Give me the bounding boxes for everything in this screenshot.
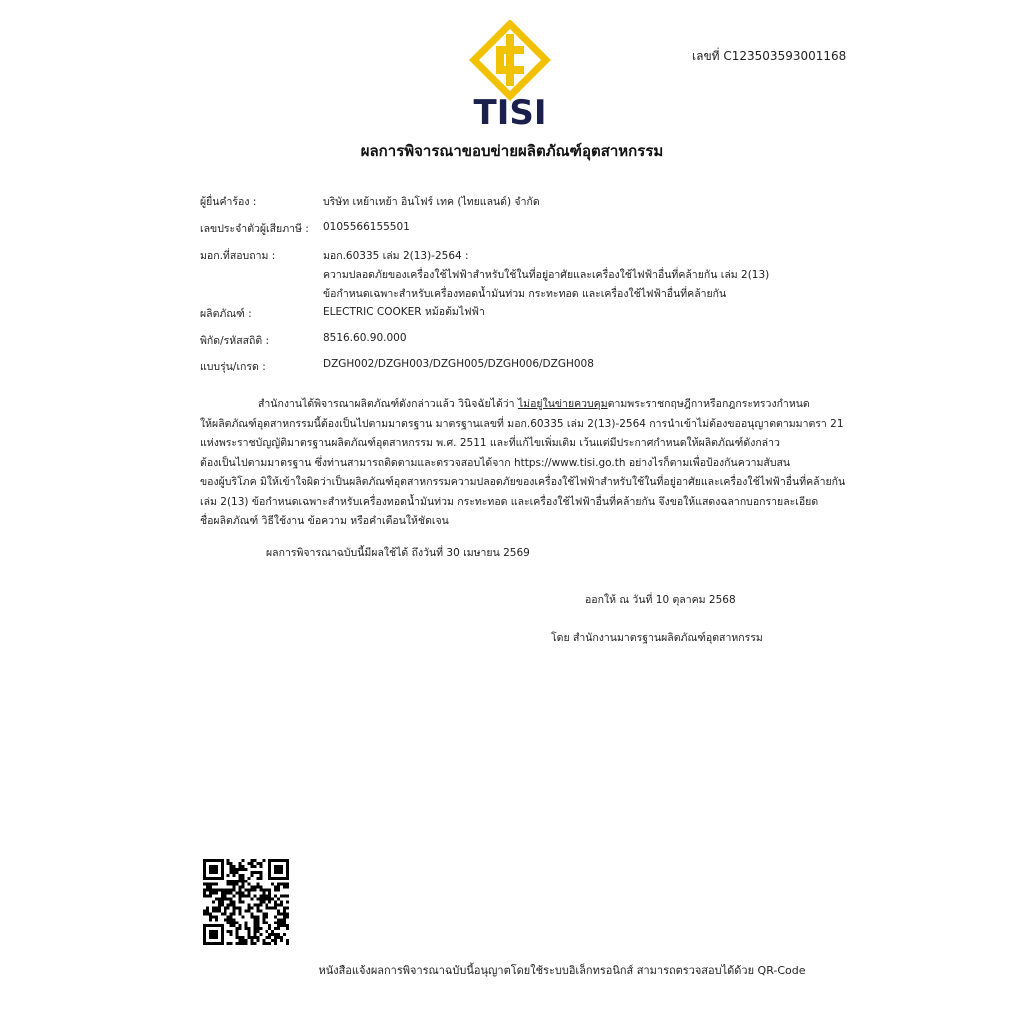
footer-note: หนังสือแจ้งผลการพิจารณาฉบับนี้อนุญาตโดยใช้ระบบอิเล็กทรอนิกส์ สามารถตรวจสอบได้ด้วย QR-Code — [318, 964, 806, 977]
product-label: ผลิตภัณฑ์ : — [200, 308, 252, 320]
validity-text: ผลการพิจารณาฉบับนี้มีผลใช้ได้ ถึงวันที่ 30 เมษายน 2569 — [266, 547, 530, 559]
body-line-1-pre: สำนักงานได้พิจารณาผลิตภัณฑ์ดังกล่าวแล้ว วินิจฉัยได้ว่า — [258, 398, 518, 410]
qr-code[interactable] — [203, 859, 289, 945]
body-line-7: ชื่อผลิตภัณฑ์ วิธีใช้งาน ข้อความ หรือคำเตือนให้ชัดเจน — [200, 515, 449, 527]
model-value: DZGH002/DZGH003/DZGH005/DZGH006/DZGH008 — [323, 358, 594, 370]
issue-date-text: ออกให้ ณ วันที่ 10 ตุลาคม 2568 — [585, 594, 736, 606]
hs-code-value: 8516.60.90.000 — [323, 332, 407, 344]
page-title: ผลการพิจารณาขอบข่ายผลิตภัณฑ์อุตสาหกรรม — [360, 142, 664, 160]
body-line-1 — [258, 399, 810, 410]
standard-value: มอก.60335 เล่ม 2(13)-2564 : — [323, 250, 469, 262]
hs-code-label: พิกัด/รหัสสถิติ : — [200, 335, 270, 347]
qr-code-icon — [203, 859, 289, 945]
body-line-6: เล่ม 2(13) ข้อกำหนดเฉพาะสำหรับเครื่องทอดน้ำมันท่วม กระทะทอด และเครื่องใช้ไฟฟ้าอื่นที่คล้ายกัน จึงขอให้แสดงฉลากบอกรายละเอียด — [200, 496, 819, 508]
applicant-value: บริษัท เหย้าเหย้า อินโฟร์ เทค (ไทยแลนด์) จำกัด — [323, 196, 540, 208]
document-number: เลขที่ C123503593001168 — [692, 49, 847, 63]
tax-id-label: เลขประจำตัวผู้เสียภาษี : — [200, 223, 309, 235]
not-controlled-phrase: ไม่อยู่ในข่ายควบคุม — [517, 398, 608, 410]
issuer-text: โดย สำนักงานมาตรฐานผลิตภัณฑ์อุตสาหกรรม — [551, 632, 763, 644]
body-line-3: แห่งพระราชบัญญัติมาตรฐานผลิตภัณฑ์อุตสาหกรรม พ.ศ. 2511 และที่แก้ไขเพิ่มเติม เว้นแต่มีประกาศกำหนดให้ผลิตภัณฑ์ดังกล่าว — [200, 437, 780, 449]
standard-label: มอก.ที่สอบถาม : — [200, 250, 276, 262]
model-label: แบบรุ่น/เกรด : — [200, 361, 266, 373]
logo-text: TISI — [473, 93, 547, 130]
body-line-5: ของผู้บริโภค มิให้เข้าใจผิดว่าเป็นผลิตภัณฑ์อุตสาหกรรมความปลอดภัยของเครื่องใช้ไฟฟ้าสำหรับใช้ในที่อยู่อาศัยและเครื่องใช้ไฟฟ้าอื่นที่คล้ายกัน — [200, 476, 846, 488]
standard-value-line2: ความปลอดภัยของเครื่องใช้ไฟฟ้าสำหรับใช้ในที่อยู่อาศัยและเครื่องใช้ไฟฟ้าอื่นที่คล้ายกัน เล่ม 2(13) — [323, 269, 770, 281]
applicant-label: ผู้ยื่นคำร้อง : — [200, 196, 257, 208]
tisi-logo — [466, 20, 554, 130]
body-line-1-post: ตามพระราชกฤษฎีกาหรือกฎกระทรวงกำหนด — [607, 398, 810, 410]
body-line-2: ให้ผลิตภัณฑ์อุตสาหกรรมนี้ต้องเป็นไปตามมาตรฐาน มาตรฐานเลขที่ มอก.60335 เล่ม 2(13)-2564 การนำเข้าไม่ต้องขออนุญาตตามมาตรา 21 — [200, 418, 844, 430]
tax-id-value: 0105566155501 — [323, 221, 410, 233]
body-line-4: ต้องเป็นไปตามมาตรฐาน ซึ่งท่านสามารถติดตามและตรวจสอบได้จาก https://www.tisi.go.th อย่างไรก็ตามเพื่อป้องกันความสับสน — [200, 457, 791, 469]
product-value: ELECTRIC COOKER หม้อต้มไฟฟ้า — [323, 306, 485, 318]
standard-value-line3: ข้อกำหนดเฉพาะสำหรับเครื่องทอดน้ำมันท่วม กระทะทอด และเครื่องใช้ไฟฟ้าอื่นที่คล้ายกัน — [323, 288, 727, 300]
tisi-emblem-icon — [466, 20, 554, 130]
